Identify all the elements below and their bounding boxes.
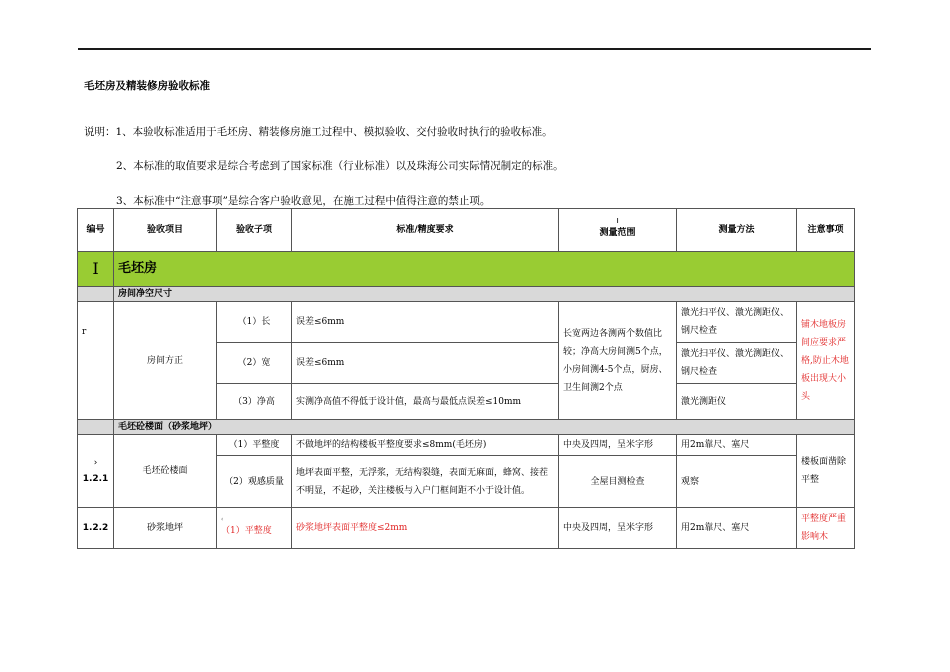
item-concrete-floor: 毛坯砼楼面 <box>114 435 217 508</box>
range-room-size: 长宽两边各测两个数值比较；净高大房间测5个点，小房间测4-5个点，厨房、卫生间测2个点 <box>559 302 677 420</box>
row-code-1-2-2: 1.2.2 <box>78 508 114 549</box>
section-label: 毛坯房 <box>114 252 855 287</box>
section-row <box>78 252 855 287</box>
subitem-height: （3）净高 <box>217 384 292 420</box>
method-width: 激光扫平仪、激光测距仪、钢尺检查 <box>677 343 797 384</box>
group-row-concrete-floor <box>78 420 855 435</box>
note-line-2: 2、本标准的取值要求是综合考虑到了国家标准（行业标准）以及珠海公司实际情况制定的标准。 <box>116 160 564 172</box>
table-row <box>78 435 855 456</box>
caution-room-size: 铺木地板房间应要求严格,防止木地板出现大小头 <box>797 302 855 420</box>
note-line-3: 3、本标准中“注意事项”是综合客户验收意见，在施工过程中值得注意的禁止项。 <box>116 195 491 207</box>
standard-width: 误差≤6mm <box>292 343 559 384</box>
subitem-flatness: （1）平整度 <box>217 435 292 456</box>
table-row <box>78 508 855 549</box>
header-subitem: 验收子项 <box>217 209 292 252</box>
group-label-concrete-floor: 毛坯砼楼面（砂浆地坪） <box>114 420 855 435</box>
header-item: 验收项目 <box>114 209 217 252</box>
subitem-mortar-mark: ‹ <box>221 516 224 523</box>
header-range-mark: l <box>616 218 619 225</box>
method-mortar-flatness: 用2m靠尺、塞尺 <box>677 508 797 549</box>
method-height: 激光测距仪 <box>677 384 797 420</box>
subitem-width: （2）宽 <box>217 343 292 384</box>
subitem-appearance: （2）观感质量 <box>217 456 292 508</box>
group-label-room-size: 房间净空尺寸 <box>114 287 855 302</box>
subitem-length: （1）长 <box>217 302 292 343</box>
item-mortar-floor: 砂浆地坪 <box>114 508 217 549</box>
row-code-mark-2: › <box>93 458 98 468</box>
header-range-label: 测量范围 <box>599 228 636 238</box>
standard-length: 误差≤6mm <box>292 302 559 343</box>
table-header-row <box>78 209 855 252</box>
row-code-1-2-1-text: 1.2.1 <box>82 474 109 484</box>
standard-flatness: 不做地坪的结构楼板平整度要求≤8mm(毛坯房) <box>292 435 559 456</box>
item-room-square: 房间方正 <box>114 302 217 420</box>
header-rule <box>78 48 871 50</box>
range-mortar-flatness: 中央及四周，呈米字形 <box>559 508 677 549</box>
subitem-mortar-flatness-text: （1）平整度 <box>221 526 272 536</box>
table-row <box>78 302 855 343</box>
range-appearance: 全屋目测检查 <box>559 456 677 508</box>
method-length: 激光扫平仪、激光测距仪、钢尺检查 <box>677 302 797 343</box>
note-line-1: 说明：1、本验收标准适用于毛坯房、精装修房施工过程中、模拟验收、交付验收时执行的验收标准。 <box>84 126 553 138</box>
subitem-mortar-flatness <box>217 508 292 549</box>
acceptance-standards-table <box>77 208 855 549</box>
section-number: I <box>78 252 114 287</box>
header-number: 编号 <box>78 209 114 252</box>
method-flatness: 用2m靠尺、塞尺 <box>677 435 797 456</box>
header-method: 测量方法 <box>677 209 797 252</box>
standard-appearance: 地坪表面平整，无浮浆，无结构裂缝，表面无麻面，蜂窝、接茬不明显，不起砂，关注楼板与入户门框间距不小于设计值。 <box>292 456 559 508</box>
row-code-mark: r <box>78 302 114 420</box>
header-standard: 标准/精度要求 <box>292 209 559 252</box>
row-code-1-2-1 <box>78 435 114 508</box>
method-appearance: 观察 <box>677 456 797 508</box>
header-caution: 注意事项 <box>797 209 855 252</box>
caution-concrete-floor: 楼板面凿除平整 <box>797 435 855 508</box>
standard-mortar-flatness: 砂浆地坪表面平整度≤2mm <box>292 508 559 549</box>
range-flatness: 中央及四周，呈米字形 <box>559 435 677 456</box>
standard-height: 实测净高值不得低于设计值，最高与最低点误差≤10mm <box>292 384 559 420</box>
group-row-room-size <box>78 287 855 302</box>
caution-mortar-floor: 平整度严重影响木 <box>797 508 855 549</box>
document-title: 毛坯房及精装修房验收标准 <box>84 80 210 92</box>
header-range <box>559 209 677 252</box>
